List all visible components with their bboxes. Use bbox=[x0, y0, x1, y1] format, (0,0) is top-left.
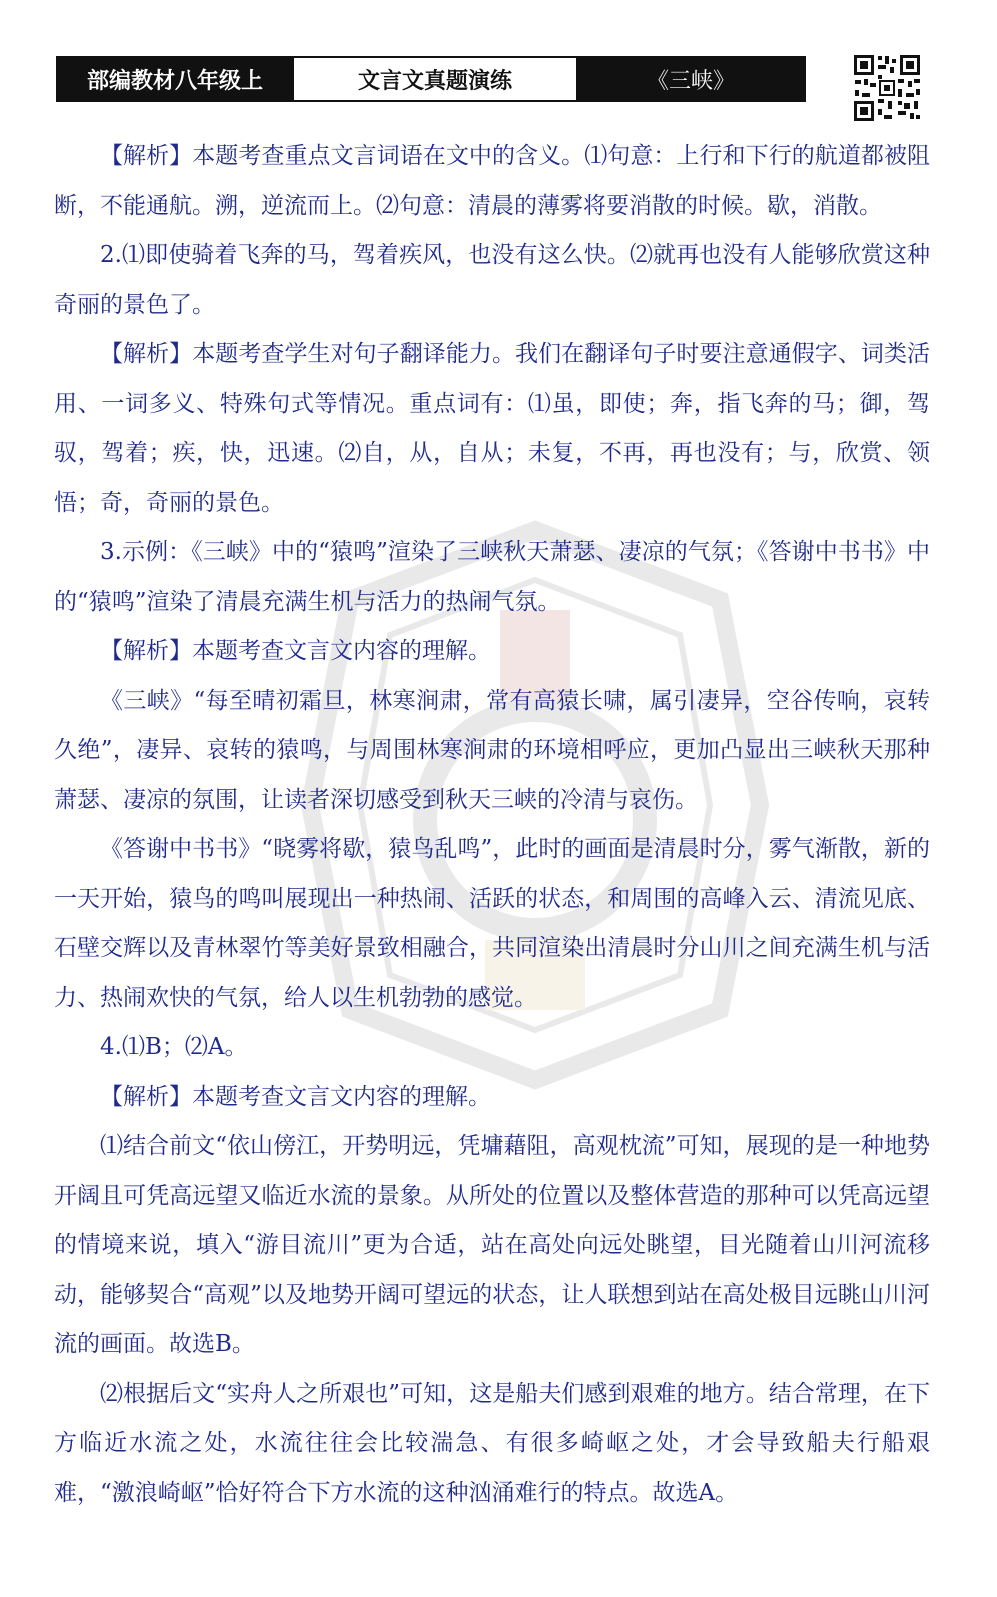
paragraph-11: ⑵根据后文“实舟人之所艰也”可知，这是船夫们感到艰难的地方。结合常理，在下方临近水流之处，水流往往会比较湍急、有很多崎岖之处，才会导致船夫行船艰难，“激浪崎岖”恰好符合下方水流的这种汹涌难行的特点。故选A。 bbox=[54, 1380, 930, 1506]
paragraph-6: 《三峡》“每至晴初霜旦，林寒涧肃，常有高猿长啸，属引凄异，空谷传响，哀转久绝”，凄异、哀转的猿鸣，与周围林寒涧肃的环境相呼应，更加凸显出三峡秋天那种萧瑟、凄凉的氛围，让读者深切感受到秋天三峡的冷清与哀伤。 bbox=[54, 687, 930, 813]
paragraph-2: 2.⑴即使骑着飞奔的马，驾着疾风，也没有这么快。⑵就再也没有人能够欣赏这种奇丽的景色了。 bbox=[54, 242, 930, 318]
paragraph-1: 【解析】本题考查重点文言词语在文中的含义。⑴句意：上行和下行的航道都被阻断，不能通航。溯，逆流而上。⑵句意：清晨的薄雾将要消散的时候。歇，消散。 bbox=[54, 143, 930, 219]
paragraph-8: 4.⑴B；⑵A。 bbox=[100, 1034, 248, 1060]
qr-code-icon[interactable] bbox=[852, 53, 922, 123]
paragraph-5: 【解析】本题考查文言文内容的理解。 bbox=[100, 638, 491, 664]
paragraph-9: 【解析】本题考查文言文内容的理解。 bbox=[100, 1083, 491, 1110]
paragraph-3: 【解析】本题考查学生对句子翻译能力。我们在翻译句子时要注意通假字、词类活用、一词多义、特殊句式等情况。重点词有：⑴虽，即使；奔，指飞奔的马；御，驾驭，驾着；疾，快，迅速。⑵自，从，自从；未复，不再，再也没有；与，欣赏、领悟；奇，奇丽的景色。 bbox=[54, 341, 930, 516]
header-textbook: 部编教材八年级上 bbox=[58, 58, 292, 100]
header-section: 文言文真题演练 bbox=[292, 58, 578, 100]
paragraph-4: 3.示例：《三峡》中的“猿鸣”渲染了三峡秋天萧瑟、凄凉的气氛；《答谢中书书》中的“猿鸣”渲染了清晨充满生机与活力的热闹气氛。 bbox=[54, 539, 930, 615]
paragraph-7: 《答谢中书书》“晓雾将歇，猿鸟乱鸣”，此时的画面是清晨时分，雾气渐散，新的一天开始，猿鸟的鸣叫展现出一种热闹、活跃的状态，和周围的高峰入云、清流见底、石壁交辉以及青林翠竹等美好景致相融合，共同渲染出清晨时分山川之间充满生机与活力、热闹欢快的气氛，给人以生机勃勃的感觉。 bbox=[54, 836, 930, 1011]
answer-content bbox=[54, 132, 930, 1518]
header-bar bbox=[56, 56, 806, 102]
paragraph-10: ⑴结合前文“依山傍江，开势明远，凭墉藉阻，高观枕流”可知，展现的是一种地势开阔且可凭高远望又临近水流的景象。从所处的位置以及整体营造的那种可以凭高远望的情境来说，填入“游目流川”更为合适，站在高处向远处眺望，目光随着山川河流移动，能够契合“高观”以及地势开阔可望远的状态，让人联想到站在高处极目远眺山川河流的画面。故选B。 bbox=[54, 1133, 930, 1357]
header-lesson: 《三峡》 bbox=[578, 58, 804, 100]
